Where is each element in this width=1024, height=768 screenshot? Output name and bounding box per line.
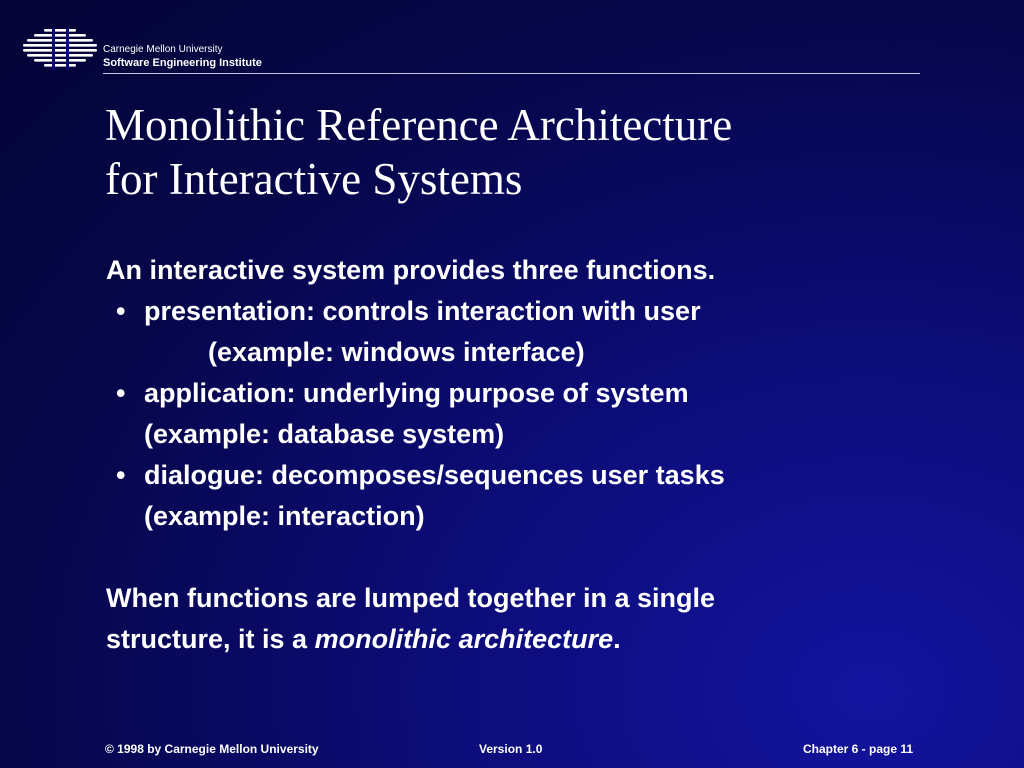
bullet-text: presentation: controls interaction with user xyxy=(144,296,701,326)
bullet-text: application: underlying purpose of system xyxy=(144,378,689,408)
slide-title xyxy=(105,98,985,206)
closing-line-1: When functions are lumped together in a single xyxy=(106,583,716,613)
closing-suffix: . xyxy=(613,624,621,654)
organization-name xyxy=(103,44,262,70)
bullet-example: (example: database system) xyxy=(144,419,505,449)
bullet-dialogue xyxy=(106,455,986,496)
bullet-example: (example: interaction) xyxy=(144,501,425,531)
spacer xyxy=(106,537,986,578)
slide-body xyxy=(106,250,986,660)
bullet-application xyxy=(106,373,986,414)
bullet-text: dialogue: decomposes/sequences user tasks xyxy=(144,460,725,490)
university-name: Carnegie Mellon University xyxy=(103,44,223,55)
title-line-1: Monolithic Reference Architecture xyxy=(105,100,733,150)
bullet-marker: • xyxy=(116,460,126,490)
header-divider xyxy=(103,73,920,74)
closing-emphasis: monolithic architecture xyxy=(314,624,614,654)
intro-text: An interactive system provides three functions. xyxy=(106,255,716,285)
title-line-2: for Interactive Systems xyxy=(105,154,523,204)
institute-name: Software Engineering Institute xyxy=(103,57,262,69)
bullet-presentation xyxy=(106,291,986,332)
bullet-marker: • xyxy=(116,378,126,408)
bullet-example: (example: windows interface) xyxy=(208,337,585,367)
footer-copyright: © 1998 by Carnegie Mellon University xyxy=(105,742,319,756)
footer-page-number: Chapter 6 - page 11 xyxy=(803,742,914,756)
footer-version: Version 1.0 xyxy=(479,742,543,756)
bullet-marker: • xyxy=(116,296,126,326)
closing-prefix: structure, it is a xyxy=(106,624,315,654)
sei-logo-icon xyxy=(22,28,98,70)
closing-line-2 xyxy=(106,619,986,660)
